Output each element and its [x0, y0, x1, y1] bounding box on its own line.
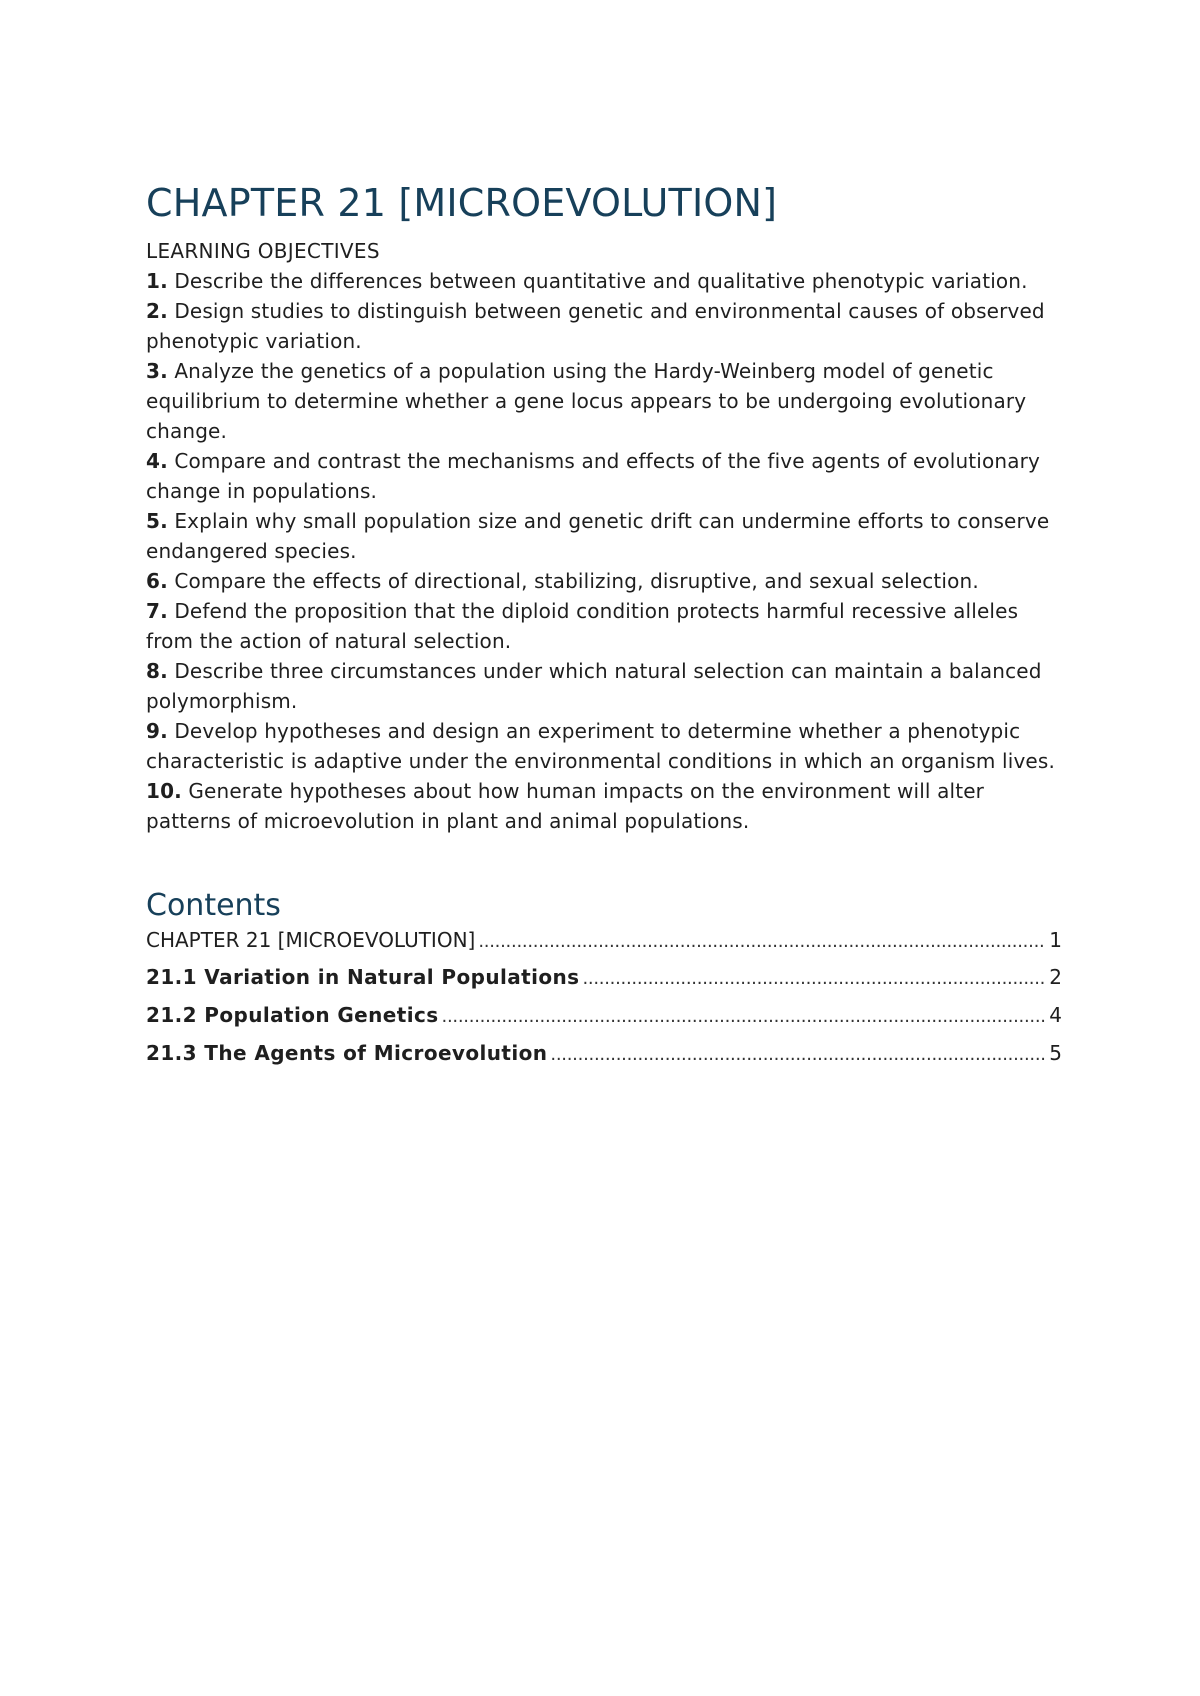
toc-entry-21-2[interactable] [146, 1001, 1062, 1039]
toc-page-number: 2 [1049, 965, 1062, 989]
objective-item [146, 356, 1062, 446]
toc-dot-leader [442, 1003, 1047, 1031]
objective-number: 2. [146, 299, 168, 323]
objective-text: Develop hypotheses and design an experiment to determine whether a phenotypic characteristic is adaptive under the environmental conditions in which an organism lives. [146, 719, 1055, 773]
objective-text: Compare and contrast the mechanisms and effects of the five agents of evolutionary change in populations. [146, 449, 1040, 503]
toc-entry-chapter[interactable] [146, 926, 1062, 963]
page-content [146, 178, 1062, 1077]
objective-number: 8. [146, 659, 168, 683]
objective-item [146, 566, 1062, 596]
toc-page-number: 1 [1049, 928, 1062, 952]
objective-number: 6. [146, 569, 168, 593]
objective-item [146, 296, 1062, 356]
objective-item [146, 776, 1062, 836]
toc-entry-21-1[interactable] [146, 963, 1062, 1001]
chapter-title: CHAPTER 21 [MICROEVOLUTION] [146, 181, 778, 225]
objective-text: Describe three circumstances under which natural selection can maintain a balanced polymorphism. [146, 659, 1042, 713]
toc-dot-leader [550, 1041, 1046, 1069]
objective-number: 9. [146, 719, 168, 743]
toc-dot-leader [582, 965, 1046, 993]
objective-item [146, 716, 1062, 776]
objective-text: Analyze the genetics of a population using the Hardy-Weinberg model of genetic equilibrium to determine whether a gene locus appears to be undergoing evolutionary change. [146, 359, 1027, 443]
objective-number: 5. [146, 509, 168, 533]
objective-text: Describe the differences between quantitative and qualitative phenotypic variation. [167, 269, 1028, 293]
objective-number: 7. [146, 599, 168, 623]
objective-item [146, 596, 1062, 656]
contents-heading: Contents [146, 888, 281, 923]
objective-text: Explain why small population size and genetic drift can undermine efforts to conserve endangered species. [146, 509, 1050, 563]
objective-item [146, 446, 1062, 506]
toc-entry-title: 21.1 Variation in Natural Populations [146, 965, 580, 989]
toc-page-number: 5 [1049, 1041, 1062, 1065]
objective-number: 10. [146, 779, 182, 803]
objective-text: Defend the proposition that the diploid condition protects harmful recessive alleles from the action of natural selection. [146, 599, 1019, 653]
objective-text: Compare the effects of directional, stabilizing, disruptive, and sexual selection. [167, 569, 979, 593]
toc-entry-title: 21.2 Population Genetics [146, 1003, 439, 1027]
objectives-list [146, 266, 1062, 836]
objective-item [146, 656, 1062, 716]
learning-objectives-heading: LEARNING OBJECTIVES [146, 239, 380, 263]
toc-entry-21-3[interactable] [146, 1039, 1062, 1077]
objective-item [146, 506, 1062, 566]
toc-page-number: 4 [1049, 1003, 1062, 1027]
toc-dot-leader [478, 928, 1046, 956]
objective-text: Design studies to distinguish between genetic and environmental causes of observed phenotypic variation. [146, 299, 1045, 353]
objective-number: 1. [146, 269, 168, 293]
objective-number: 4. [146, 449, 168, 473]
objective-item [146, 266, 1062, 296]
objective-text: Generate hypotheses about how human impacts on the environment will alter patterns of microevolution in plant and animal populations. [146, 779, 985, 833]
toc-entry-title: 21.3 The Agents of Microevolution [146, 1041, 548, 1065]
toc-entry-title: CHAPTER 21 [MICROEVOLUTION] [146, 928, 476, 952]
table-of-contents [146, 926, 1062, 1077]
objective-number: 3. [146, 359, 168, 383]
